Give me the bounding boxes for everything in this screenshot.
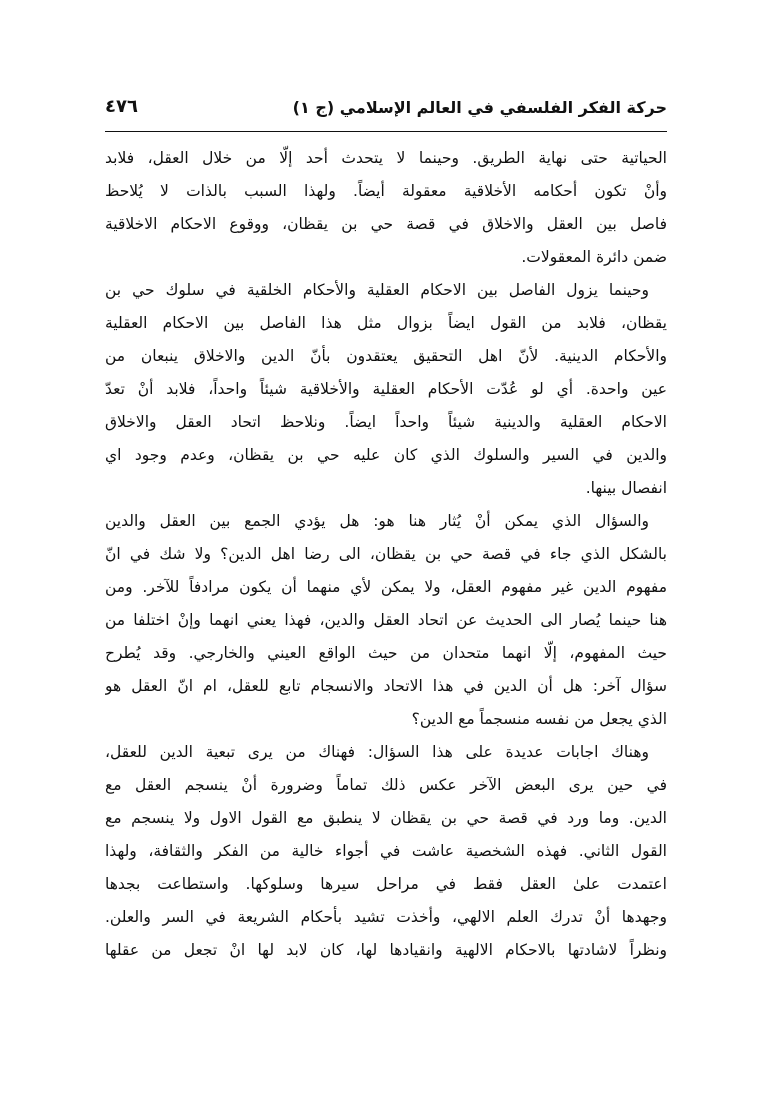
text-line: عين واحدة. أي لو عُدّت الأحكام العقلية والأخلاقية شيئاً واحداً، فلابد أنْ تعدّ — [105, 380, 667, 398]
text-line: والسؤال الذي يمكن أنْ يُثار هنا هو: هل يؤدي الجمع بين العقل والدين — [105, 512, 649, 530]
page-header — [105, 92, 667, 126]
text-line: حيث المفهوم، إلّا انهما متحدان من حيث الواقع العيني والخارجي. وقد يُطرح — [105, 644, 667, 662]
text-line: هنا حينما يُصار الى الحديث عن اتحاد العقل والدين، فهذا يعني انهما وإنْ اختلفا من — [105, 611, 667, 629]
header-rule — [105, 131, 667, 132]
text-line: انفصال بينها. — [585, 479, 667, 497]
page-number: ٤٧٦ — [105, 96, 138, 117]
text-line: اعتمدت علىٰ العقل فقط في مراحل سيرها وسلوكها. واستطاعت بجدها — [105, 875, 667, 893]
text-line: الاحكام العقلية والدينية شيئاً واحداً ايضاً. ونلاحظ اتحاد العقل والاخلاق — [105, 413, 667, 431]
text-line: وحينما يزول الفاصل بين الاحكام العقلية والأحكام الخلقية في سلوك حي بن — [105, 281, 649, 299]
text-line: الدين. وما ورد في قصة حي بن يقظان لا ينطبق مع القول الاول ولا ينسجم مع — [105, 809, 667, 827]
text-line: الذي يجعل من نفسه منسجماً مع الدين؟ — [411, 710, 667, 728]
text-line: وأنْ تكون أحكامه الأخلاقية معقولة أيضاً. ولهذا السبب بالذات لا يُلاحظ — [105, 182, 667, 200]
text-line: وهناك اجابات عديدة على هذا السؤال: فهناك من يرى تبعية الدين للعقل، — [105, 743, 649, 761]
body-text — [105, 142, 667, 967]
text-line: وجهدها أنْ تدرك العلم الالهي، وأخذت تشيد بأحكام الشريعة في السر والعلن. — [105, 908, 667, 926]
text-line: ضمن دائرة المعقولات. — [521, 248, 667, 266]
text-line: بالشكل الذي جاء في قصة حي بن يقظان، الى رضا اهل الدين؟ ولا شك في انّ — [105, 545, 667, 563]
text-line: يقظان، فلابد من القول ايضاً بزوال مثل هذا الفاصل بين الاحكام العقلية — [105, 314, 667, 332]
running-title: حركة الفكر الفلسفي في العالم الإسلامي (ج ١) — [292, 98, 667, 117]
text-line: في حين يرى البعض الآخر عكس ذلك تماماً وضرورة أنْ ينسجم العقل مع — [105, 776, 667, 794]
text-line: والأحكام الدينية. لأنّ اهل التحقيق يعتقدون بأنّ الدين والاخلاق ينبعان من — [105, 347, 667, 365]
text-line: ونظراً لاشادتها بالاحكام الالهية وانقيادها لها، كان لابد لها انْ تجعل من عقلها — [105, 941, 667, 959]
text-line: القول الثاني. فهذه الشخصية عاشت في أجواء خالية من الفكر والثقافة، ولهذا — [105, 842, 667, 860]
text-line: سؤال آخر: هل أن الدين في هذا الاتحاد والانسجام تابع للعقل، ام انّ العقل هو — [105, 677, 667, 695]
text-line: فاصل بين العقل والاخلاق في قصة حي بن يقظان، ووقوع الاحكام الاخلاقية — [105, 215, 667, 233]
text-line: والدين في السير والسلوك الذي كان عليه حي بن يقظان، وعدم وجود اي — [105, 446, 667, 464]
text-line: مفهوم الدين غير مفهوم العقل، ولا يمكن لأي منهما أن يكون مرادفاً للآخر. ومن — [105, 578, 667, 596]
text-line: الحياتية حتى نهاية الطريق. وحينما لا يتحدث أحد إلّا من خلال العقل، فلابد — [105, 149, 667, 167]
